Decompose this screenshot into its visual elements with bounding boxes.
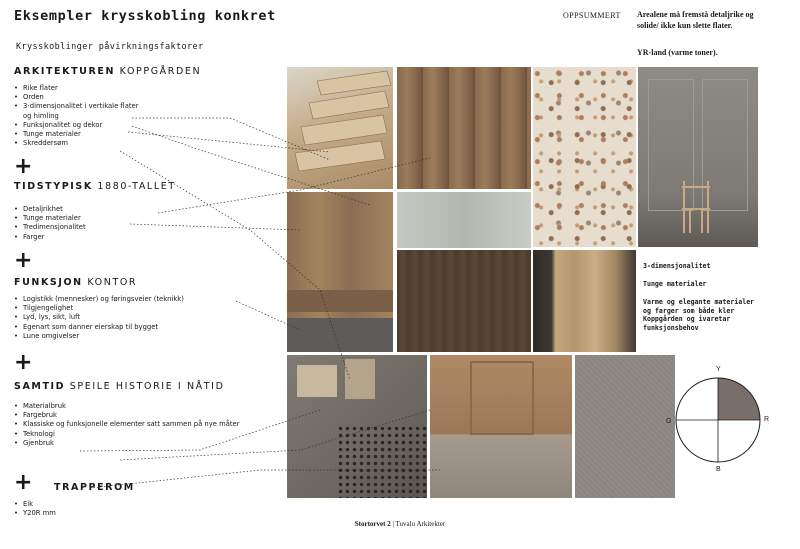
list-item: • Lune omgivelser [14, 332, 264, 341]
note-heavy-materials: Tunge materialer [643, 280, 707, 288]
list-item: • Farger [14, 233, 164, 242]
list-item: • Klassiske og funksjonelle elementer satt sammen på nye måter [14, 420, 259, 429]
list-item: • Gjenbruk [14, 439, 259, 448]
list-item: • Lyd, lys, sikt, luft [14, 313, 264, 322]
plus-icon: + [14, 470, 33, 495]
list-item: • Fargebruk [14, 411, 259, 420]
plus-icon: + [14, 350, 33, 375]
list-item: • Y20R mm [14, 509, 114, 518]
note-3d: 3-dimensjonalitet [643, 262, 711, 270]
list-item: • Detaljrikhet [14, 205, 164, 214]
footer: Stortorvet 2 | Tuvalu Arkitekter [354, 520, 446, 528]
list-item: • 3-dimensjonalitet i vertikale flater og himling [14, 102, 144, 120]
section-heading-funksjon: FUNKSJON KONTOR [14, 277, 138, 288]
wheel-label-g: G [666, 418, 672, 425]
list-item: • Materialbruk [14, 402, 259, 411]
section-heading-samtid: SAMTID SPEILE HISTORIE I NÅTID [14, 381, 225, 392]
list-item: • Tunge materialer [14, 214, 164, 223]
plus-icon: + [14, 154, 33, 179]
list-item: • Rike flater [14, 84, 144, 93]
list-item: • Orden [14, 93, 144, 102]
note-warm-materials: Varme og elegante materialer og farger som både kler Koppgården og ivaretar funksjonsbehov [643, 298, 755, 332]
list-item: • Teknologi [14, 430, 259, 439]
section-heading-tidstypisk: TIDSTYPISK 1880-TALLET [14, 181, 176, 192]
list-item: • Logistikk (mennesker) og føringsveier (teknikk) [14, 295, 264, 304]
plus-icon: + [14, 248, 33, 273]
wheel-label-y: Y [716, 366, 721, 373]
list-item: • Tunge materialer [14, 130, 144, 139]
summary-text: Arealene må fremstå detaljrike og solide/ ikke kun slette flater. [637, 10, 754, 30]
summary-text-color: YR-land (varme toner). [637, 48, 718, 57]
wheel-label-b: B [716, 466, 721, 473]
list-item: • Skreddersøm [14, 139, 144, 148]
list-item: • Tilgjengelighet [14, 304, 264, 313]
page-subtitle: Krysskoblinger påvirkningsfaktorer [16, 42, 204, 52]
list-item: • Eik [14, 500, 114, 509]
list-item: • Tredimensjonalitet [14, 223, 164, 232]
section-heading-trapperom: TRAPPEROM [54, 482, 135, 493]
section-heading-arkitekturen: ARKITEKTUREN KOPPGÅRDEN [14, 66, 202, 77]
list-item: • Egenart som danner eierskap til bygget [14, 323, 264, 332]
list-item: • Funksjonalitet og dekor [14, 121, 144, 130]
summary-label: OPPSUMMERT [563, 11, 621, 20]
page-title: Eksempler krysskobling konkret [14, 8, 276, 24]
wheel-label-r: R [764, 416, 770, 423]
